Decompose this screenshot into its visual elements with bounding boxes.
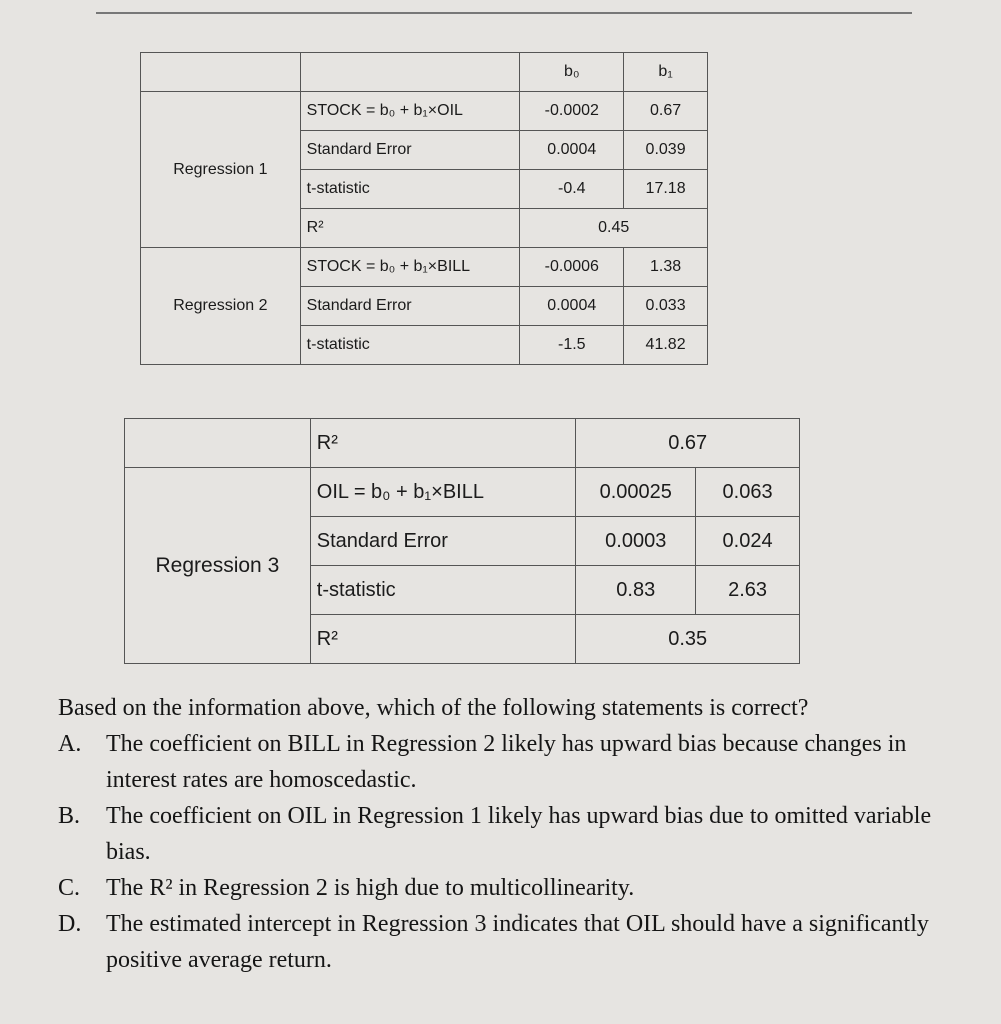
t-b0: -0.4	[520, 170, 624, 209]
option-letter: D.	[58, 911, 82, 937]
equation-label: STOCK = b₀ + b₁×OIL	[300, 92, 520, 131]
equation-label: OIL = b₀ + b₁×BILL	[310, 468, 576, 517]
coef-b1: 0.063	[696, 468, 800, 517]
se-b1: 0.039	[624, 131, 708, 170]
regression-3-label: Regression 3	[125, 468, 311, 664]
se-b1: 0.024	[696, 517, 800, 566]
t-b0: 0.83	[576, 566, 696, 615]
empty-cell	[141, 53, 301, 92]
col-header-b1: b₁	[624, 53, 708, 92]
t-b1: 2.63	[696, 566, 800, 615]
t-b1: 41.82	[624, 326, 708, 365]
option-text: The R² in Regression 2 is high due to multicollinearity.	[106, 875, 635, 901]
table-row	[141, 92, 708, 131]
r2-value: 0.45	[520, 209, 708, 248]
t-b1: 17.18	[624, 170, 708, 209]
regression-table-1	[140, 52, 708, 365]
se-label: Standard Error	[300, 287, 520, 326]
coef-b1: 0.67	[624, 92, 708, 131]
coef-b0: 0.00025	[576, 468, 696, 517]
se-b0: 0.0003	[576, 517, 696, 566]
option-letter: A.	[58, 731, 82, 757]
r2-value: 0.67	[576, 419, 800, 468]
se-b0: 0.0004	[520, 287, 624, 326]
top-rule	[96, 12, 912, 14]
coef-b0: -0.0006	[520, 248, 624, 287]
table-row	[125, 419, 800, 468]
option-letter: C.	[58, 875, 81, 901]
t-label: t-statistic	[300, 170, 520, 209]
table-row	[141, 248, 708, 287]
regression-1-label: Regression 1	[141, 92, 301, 248]
answer-option-b[interactable]	[58, 798, 978, 870]
se-b0: 0.0004	[520, 131, 624, 170]
regression-2-label: Regression 2	[141, 248, 301, 365]
table-row	[125, 468, 800, 517]
coef-b1: 1.38	[624, 248, 708, 287]
r2-label: R²	[300, 209, 520, 248]
option-text: The coefficient on OIL in Regression 1 likely has upward bias due to omitted variable bias.	[106, 803, 932, 865]
table-header-row	[141, 53, 708, 92]
r2-value: 0.35	[576, 615, 800, 664]
t-b0: -1.5	[520, 326, 624, 365]
col-header-b0: b₀	[520, 53, 624, 92]
se-label: Standard Error	[300, 131, 520, 170]
t-label: t-statistic	[310, 566, 576, 615]
r2-label: R²	[310, 419, 576, 468]
answer-option-c[interactable]	[58, 870, 978, 906]
question-prompt: Based on the information above, which of the following statements is correct?	[58, 695, 809, 721]
answer-option-d[interactable]	[58, 906, 978, 978]
coef-b0: -0.0002	[520, 92, 624, 131]
regression-table-2	[124, 418, 800, 664]
option-text: The estimated intercept in Regression 3 indicates that OIL should have a significantly positive average return.	[106, 911, 929, 973]
se-label: Standard Error	[310, 517, 576, 566]
option-letter: B.	[58, 803, 81, 829]
se-b1: 0.033	[624, 287, 708, 326]
answer-option-a[interactable]	[58, 726, 978, 798]
option-text: The coefficient on BILL in Regression 2 likely has upward bias because changes in interest rates are homoscedastic.	[106, 731, 907, 793]
empty-cell	[300, 53, 520, 92]
empty-cell	[125, 419, 311, 468]
t-label: t-statistic	[300, 326, 520, 365]
question-block	[58, 690, 978, 978]
equation-label: STOCK = b₀ + b₁×BILL	[300, 248, 520, 287]
r2-label: R²	[310, 615, 576, 664]
